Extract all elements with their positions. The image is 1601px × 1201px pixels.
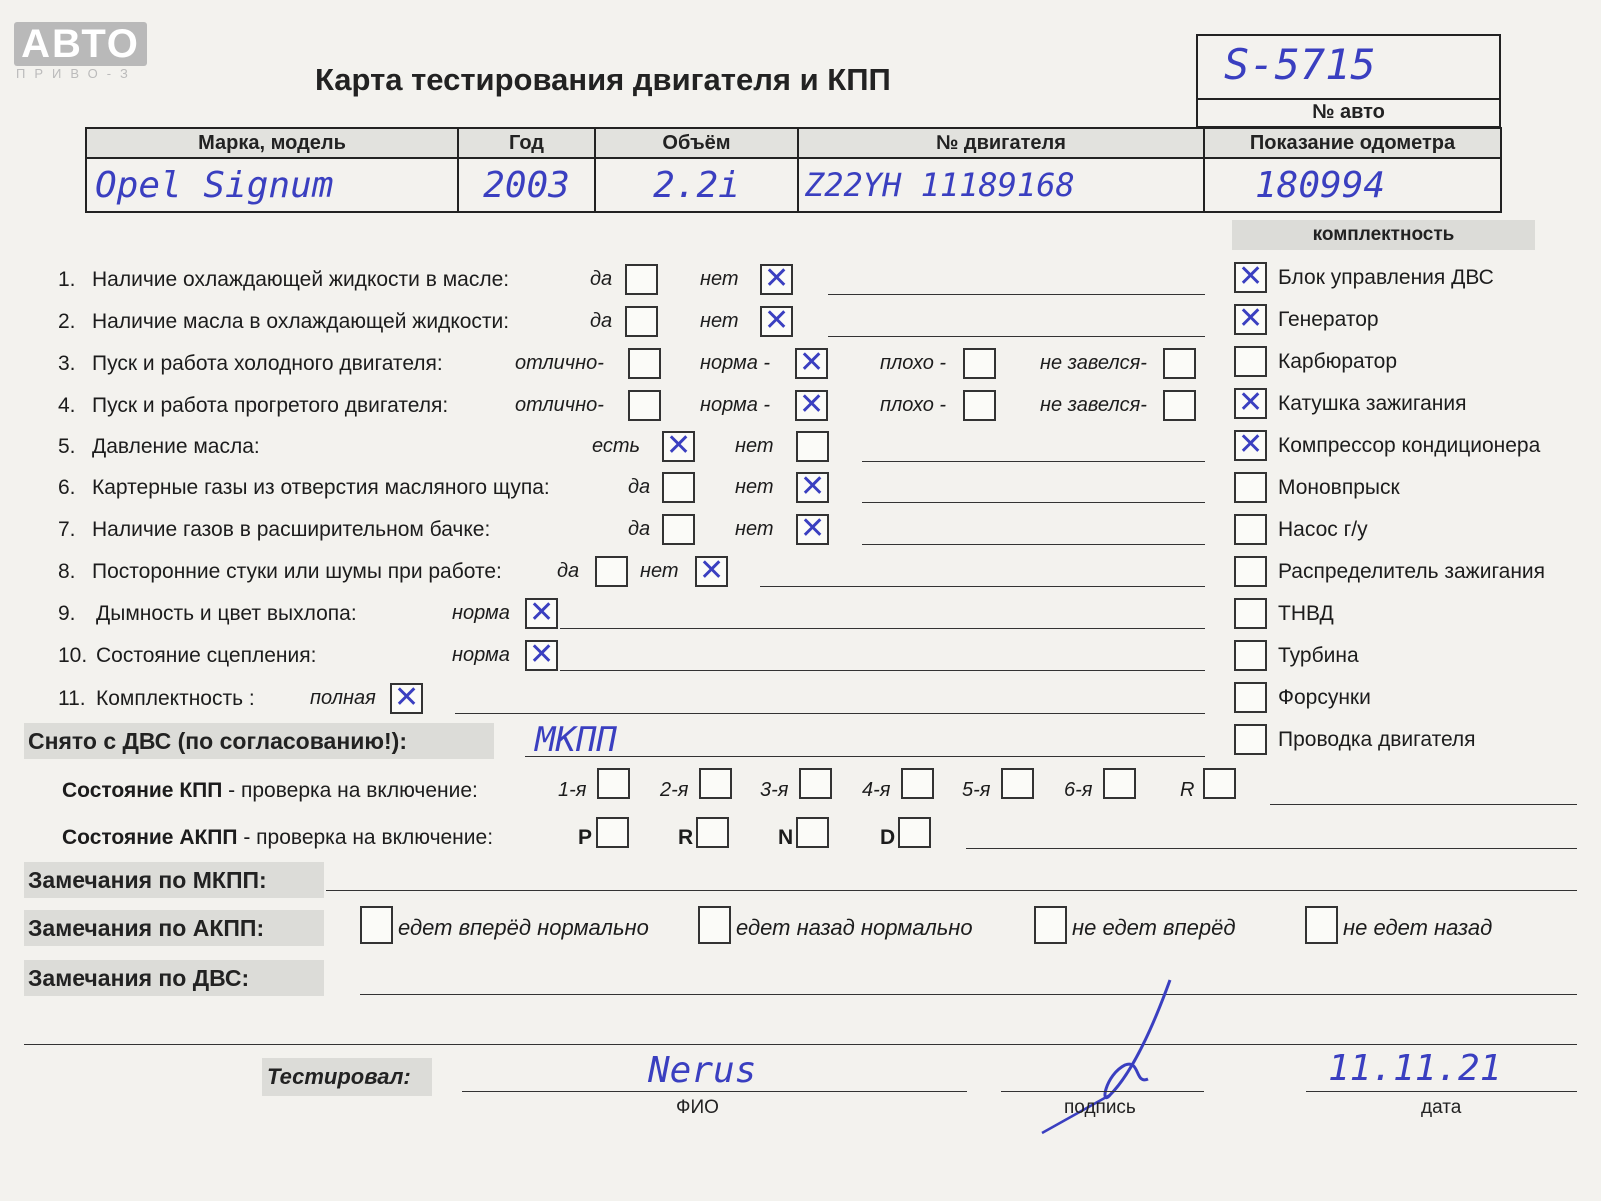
- akpp-gear-checkbox[interactable]: [796, 817, 829, 848]
- check-box[interactable]: [795, 348, 828, 379]
- akpp-remark-label: не едет назад: [1343, 915, 1493, 940]
- check-number: 3.: [58, 352, 76, 375]
- check-box[interactable]: [1163, 390, 1196, 421]
- value-make-model: Opel Signum: [86, 158, 458, 212]
- answer-line: [560, 670, 1205, 671]
- completeness-checkbox[interactable]: [1234, 430, 1267, 461]
- check-box[interactable]: [760, 264, 793, 295]
- akpp-remark-checkbox[interactable]: [698, 906, 731, 944]
- completeness-item: Проводка двигателя: [1278, 728, 1476, 751]
- check-box[interactable]: [625, 264, 658, 295]
- answer-line: [455, 713, 1205, 714]
- check-number: 1.: [58, 268, 76, 291]
- auto-number-box: [1196, 34, 1501, 128]
- gear-checkbox[interactable]: [597, 768, 630, 799]
- check-box[interactable]: [963, 390, 996, 421]
- option-label: нет: [735, 476, 774, 498]
- check-label: Дымность и цвет выхлопа:: [96, 602, 357, 625]
- check-number: 10.: [58, 644, 88, 667]
- tested-name: Nerus: [648, 1050, 757, 1091]
- akpp-remark-label: едет вперёд нормально: [398, 915, 649, 940]
- completeness-item: Турбина: [1278, 644, 1359, 667]
- akpp-remark-checkbox[interactable]: [1034, 906, 1067, 944]
- akpp-gear-label: N: [778, 826, 794, 849]
- check-label: Наличие охлаждающей жидкости в масле:: [92, 268, 510, 291]
- check-box[interactable]: [796, 431, 829, 462]
- avto-logo-subtitle: ПРИВО-З: [16, 66, 137, 81]
- completeness-checkbox[interactable]: [1234, 388, 1267, 419]
- date-caption: дата: [1421, 1097, 1462, 1118]
- akpp-check-label-rest: - проверка на включение:: [237, 826, 494, 849]
- gear-checkbox[interactable]: [1203, 768, 1236, 799]
- avto-logo: АВТО: [14, 22, 147, 66]
- tested-date: 11.11.21: [1328, 1048, 1502, 1089]
- completeness-checkbox[interactable]: [1234, 640, 1267, 671]
- answer-line: [828, 294, 1205, 295]
- check-box[interactable]: [795, 390, 828, 421]
- akpp-check-label-bold: Состояние АКПП: [62, 826, 238, 849]
- completeness-checkbox[interactable]: [1234, 724, 1267, 755]
- check-label: Состояние сцепления:: [96, 644, 317, 667]
- completeness-checkbox[interactable]: [1234, 304, 1267, 335]
- check-number: 8.: [58, 560, 76, 583]
- gear-checkbox[interactable]: [699, 768, 732, 799]
- answer-line: [828, 336, 1205, 337]
- answer-line: [760, 586, 1205, 587]
- completeness-item: Моновпрыск: [1278, 476, 1400, 499]
- option-label: да: [557, 560, 580, 582]
- check-label: Комплектность :: [96, 687, 255, 710]
- check-number: 7.: [58, 518, 76, 541]
- value-volume: 2.2i: [595, 158, 798, 212]
- option-label: нет: [640, 560, 679, 582]
- option-label: нет: [700, 310, 739, 332]
- answer-line: [560, 628, 1205, 629]
- tested-name-caption: ФИО: [676, 1097, 719, 1118]
- card-title: Карта тестирования двигателя и КПП: [315, 62, 891, 97]
- check-label: Наличие газов в расширительном бачке:: [92, 518, 491, 541]
- check-box[interactable]: [662, 514, 695, 545]
- completeness-item: ТНВД: [1278, 602, 1334, 625]
- check-label: Пуск и работа холодного двигателя:: [92, 352, 443, 375]
- gear-label: 5-я: [962, 779, 991, 801]
- akpp-remark-checkbox[interactable]: [360, 906, 393, 944]
- option-label: плохо -: [880, 394, 947, 416]
- completeness-item: Карбюратор: [1278, 350, 1398, 373]
- col-make-model: Марка, модель: [86, 128, 458, 158]
- option-label: да: [590, 268, 613, 290]
- option-label: плохо -: [880, 352, 947, 374]
- completeness-checkbox[interactable]: [1234, 556, 1267, 587]
- col-engine-number: № двигателя: [798, 128, 1204, 158]
- completeness-checkbox[interactable]: [1234, 472, 1267, 503]
- check-box[interactable]: [796, 472, 829, 503]
- akpp-gear-label: P: [578, 826, 593, 849]
- option-label: нет: [700, 268, 739, 290]
- check-number: 5.: [58, 435, 76, 458]
- completeness-item: Катушка зажигания: [1278, 392, 1467, 415]
- option-label: не завелся-: [1040, 352, 1147, 374]
- gear-label: 3-я: [760, 779, 789, 801]
- gear-label: 1-я: [558, 779, 587, 801]
- completeness-item: Насос г/у: [1278, 518, 1368, 541]
- auto-number-value: S-5715: [1224, 40, 1376, 89]
- option-label: есть: [592, 435, 641, 457]
- option-label: да: [590, 310, 613, 332]
- check-label: Наличие масла в охлаждающей жидкости:: [92, 310, 510, 333]
- check-box[interactable]: [1163, 348, 1196, 379]
- check-box[interactable]: [796, 514, 829, 545]
- check-box[interactable]: [390, 683, 423, 714]
- option-label: нет: [735, 435, 774, 457]
- check-box[interactable]: [963, 348, 996, 379]
- check-box[interactable]: [595, 556, 628, 587]
- completeness-checkbox[interactable]: [1234, 514, 1267, 545]
- check-box[interactable]: [760, 306, 793, 337]
- option-label: норма -: [700, 352, 771, 374]
- mkpp-check-label: [62, 779, 478, 803]
- remarks-dvs-label: Замечания по ДВС:: [28, 965, 250, 991]
- akpp-check-label: [62, 826, 493, 850]
- check-number: 6.: [58, 476, 76, 499]
- akpp-gear-label: D: [880, 826, 896, 849]
- check-box[interactable]: [695, 556, 728, 587]
- check-number: 4.: [58, 394, 76, 417]
- completeness-title: комплектность: [1312, 224, 1455, 245]
- option-label: да: [628, 476, 651, 498]
- check-box[interactable]: [662, 431, 695, 462]
- check-box[interactable]: [628, 348, 661, 379]
- mkpp-check-label-bold: Состояние КПП: [62, 779, 223, 802]
- completeness-item: Форсунки: [1278, 686, 1371, 709]
- completeness-item: Распределитель зажигания: [1278, 560, 1546, 583]
- removed-value: МКПП: [535, 720, 617, 760]
- gear-checkbox[interactable]: [799, 768, 832, 799]
- akpp-gear-label: R: [678, 826, 694, 849]
- remarks-akpp-label: Замечания по АКПП:: [28, 915, 265, 941]
- akpp-gear-checkbox[interactable]: [696, 817, 729, 848]
- col-year: Год: [458, 128, 595, 158]
- check-label: Давление масла:: [92, 435, 260, 458]
- option-label: норма: [452, 644, 510, 666]
- check-label: Картерные газы из отверстия масляного щупа:: [92, 476, 550, 499]
- option-label: полная: [310, 687, 376, 709]
- check-box[interactable]: [525, 640, 558, 671]
- gear-label: 4-я: [862, 779, 891, 801]
- option-label: отлично-: [515, 394, 604, 416]
- answer-line: [862, 461, 1205, 462]
- akpp-remark-checkbox[interactable]: [1305, 906, 1338, 944]
- gear-label: 2-я: [660, 779, 689, 801]
- gear-label: 6-я: [1064, 779, 1093, 801]
- tested-label: Тестировал:: [267, 1064, 411, 1089]
- completeness-item: Блок управления ДВС: [1278, 266, 1494, 289]
- col-volume: Объём: [595, 128, 798, 158]
- check-box[interactable]: [525, 598, 558, 629]
- check-number: 11.: [58, 687, 86, 710]
- removed-label: Снято с ДВС (по согласованию!):: [28, 728, 407, 754]
- completeness-item: Компрессор кондиционера: [1278, 434, 1541, 457]
- akpp-remark-label: не едет вперёд: [1072, 915, 1236, 940]
- option-label: норма: [452, 602, 510, 624]
- completeness-checkbox[interactable]: [1234, 598, 1267, 629]
- col-odometer: Показание одометра: [1204, 128, 1501, 158]
- gear-checkbox[interactable]: [1103, 768, 1136, 799]
- gear-checkbox[interactable]: [901, 768, 934, 799]
- check-label: Посторонние стуки или шумы при работе:: [92, 560, 502, 583]
- value-odometer: 180994: [1204, 158, 1501, 212]
- check-number: 2.: [58, 310, 76, 333]
- option-label: не завелся-: [1040, 394, 1147, 416]
- answer-line: [862, 544, 1205, 545]
- remarks-mkpp-label: Замечания по МКПП:: [28, 867, 267, 893]
- answer-line: [862, 502, 1205, 503]
- vehicle-info-table: [85, 127, 1502, 213]
- akpp-gear-checkbox[interactable]: [596, 817, 629, 848]
- akpp-gear-checkbox[interactable]: [898, 817, 931, 848]
- check-box[interactable]: [625, 306, 658, 337]
- mkpp-check-label-rest: - проверка на включение:: [222, 779, 478, 802]
- completeness-item: Генератор: [1278, 308, 1379, 331]
- completeness-checkbox[interactable]: [1234, 346, 1267, 377]
- auto-number-label: № авто: [1312, 101, 1385, 123]
- gear-label: R: [1180, 779, 1195, 801]
- option-label: нет: [735, 518, 774, 540]
- check-label: Пуск и работа прогретого двигателя:: [92, 394, 449, 417]
- signature-caption: подпись: [1064, 1097, 1136, 1118]
- completeness-checkbox[interactable]: [1234, 682, 1267, 713]
- value-year: 2003: [458, 158, 595, 212]
- option-label: отлично-: [515, 352, 604, 374]
- check-box[interactable]: [662, 472, 695, 503]
- option-label: да: [628, 518, 651, 540]
- akpp-remark-label: едет назад нормально: [736, 915, 973, 940]
- option-label: норма -: [700, 394, 771, 416]
- completeness-checkbox[interactable]: [1234, 262, 1267, 293]
- value-engine-number: Z22YH 11189168: [798, 158, 1204, 212]
- gear-checkbox[interactable]: [1001, 768, 1034, 799]
- check-box[interactable]: [628, 390, 661, 421]
- check-number: 9.: [58, 602, 76, 625]
